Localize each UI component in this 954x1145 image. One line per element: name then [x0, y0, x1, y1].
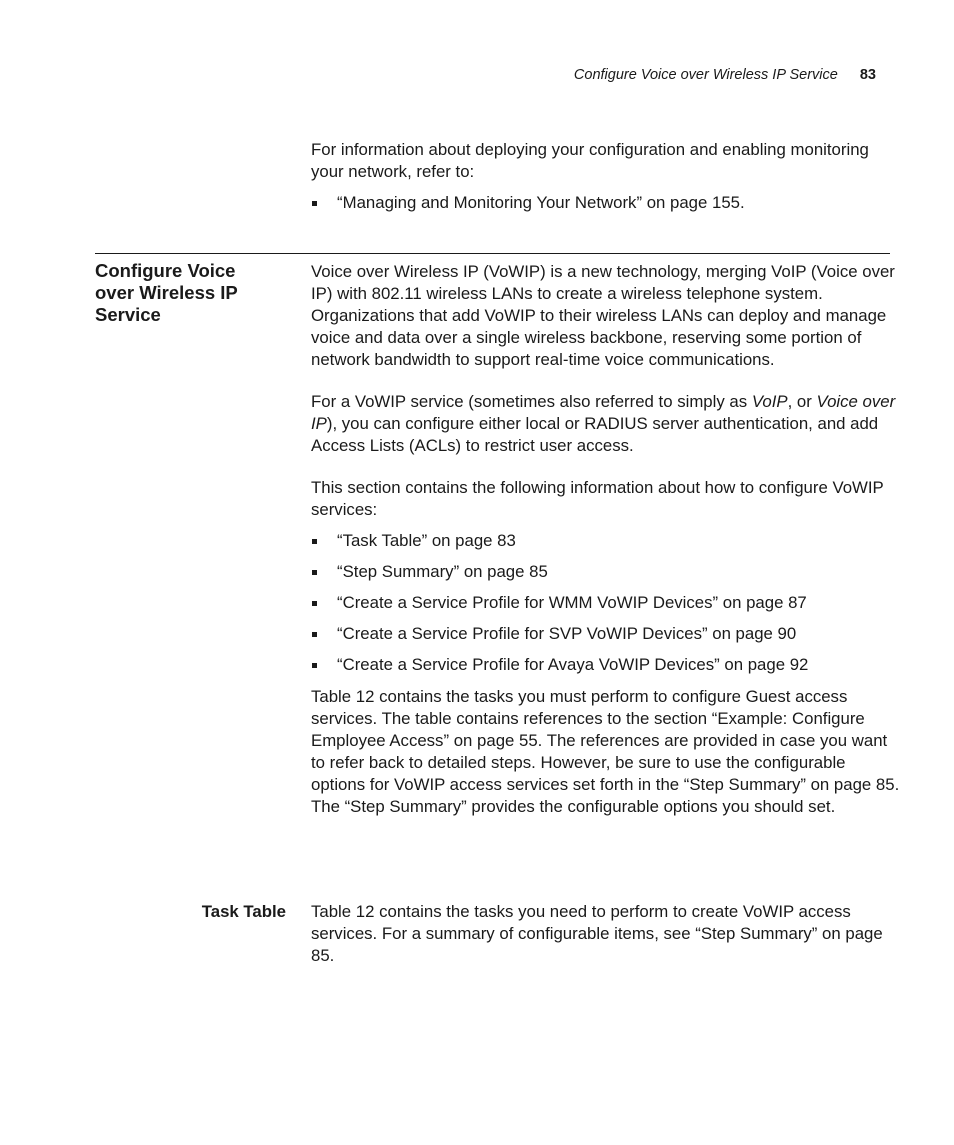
subsection-heading: Task Table [201, 902, 286, 921]
running-header [574, 67, 876, 83]
para2-italic-voice-over-ip: Voice over IP [311, 392, 896, 433]
intro-paragraph: For information about deploying your configuration and enabling monitoring your network, refer to: [311, 140, 869, 181]
section-divider [95, 253, 890, 254]
intro-bullet-list [311, 192, 901, 223]
section-bullet-list [311, 530, 901, 685]
bullet-item: “Create a Service Profile for SVP VoWIP Devices” on page 90 [311, 623, 901, 654]
running-header-title: Configure Voice over Wireless IP Service [573, 67, 838, 83]
task-table-paragraph: Table 12 contains the tasks you need to perform to create VoWIP access services. For a summary of configurable items, see “Step Summary” on page 85. [311, 902, 883, 965]
para2-text-1: For a VoWIP service (sometimes also referred to simply as [311, 392, 752, 411]
task-table-body [311, 901, 901, 967]
bullet-item: “Step Summary” on page 85 [311, 561, 901, 592]
bullet-item: “Create a Service Profile for Avaya VoWIP Devices” on page 92 [311, 654, 901, 685]
para2-text-3: ), you can configure either local or RADIUS server authentication, and add Access Lists (ACLs) to restrict user access. [311, 414, 879, 455]
section-paragraph-3: This section contains the following information about how to configure VoWIP services: [311, 478, 884, 519]
para2-italic-voip: VoIP [751, 392, 788, 411]
section-paragraph-1: Voice over Wireless IP (VoWIP) is a new technology, merging VoIP (Voice over IP) with 802.11 wireless LANs to create a wireless telephone system. Organizations that add VoWIP to their wireless LANs can deploy and manage voice and data over a single wireless backbone, reserving some portion of network bandwidth to support real-time voice communications. [311, 262, 895, 369]
page-number: 83 [859, 67, 876, 83]
bullet-item: “Create a Service Profile for WMM VoWIP Devices” on page 87 [311, 592, 901, 623]
section-heading: Configure Voice over Wireless IP Service [95, 260, 238, 325]
para2-text-2: , or [787, 392, 817, 411]
section-paragraph-2 [311, 391, 901, 457]
section-paragraph-4: Table 12 contains the tasks you must perform to configure Guest access services. The table contains references to the section “Example: Configure Employee Access” on page 55. The references are provided in case you want to refer back to detailed steps. However, be sure to use the configurable options for VoWIP access services set forth in the “Step Summary” on page 85. The “Step Summary” provides the configurable options you should set. [311, 687, 900, 816]
bullet-item: “Managing and Monitoring Your Network” on page 155. [311, 192, 901, 223]
intro-block [311, 139, 901, 223]
bullet-item: “Task Table” on page 83 [311, 530, 901, 561]
section-body [311, 261, 901, 818]
